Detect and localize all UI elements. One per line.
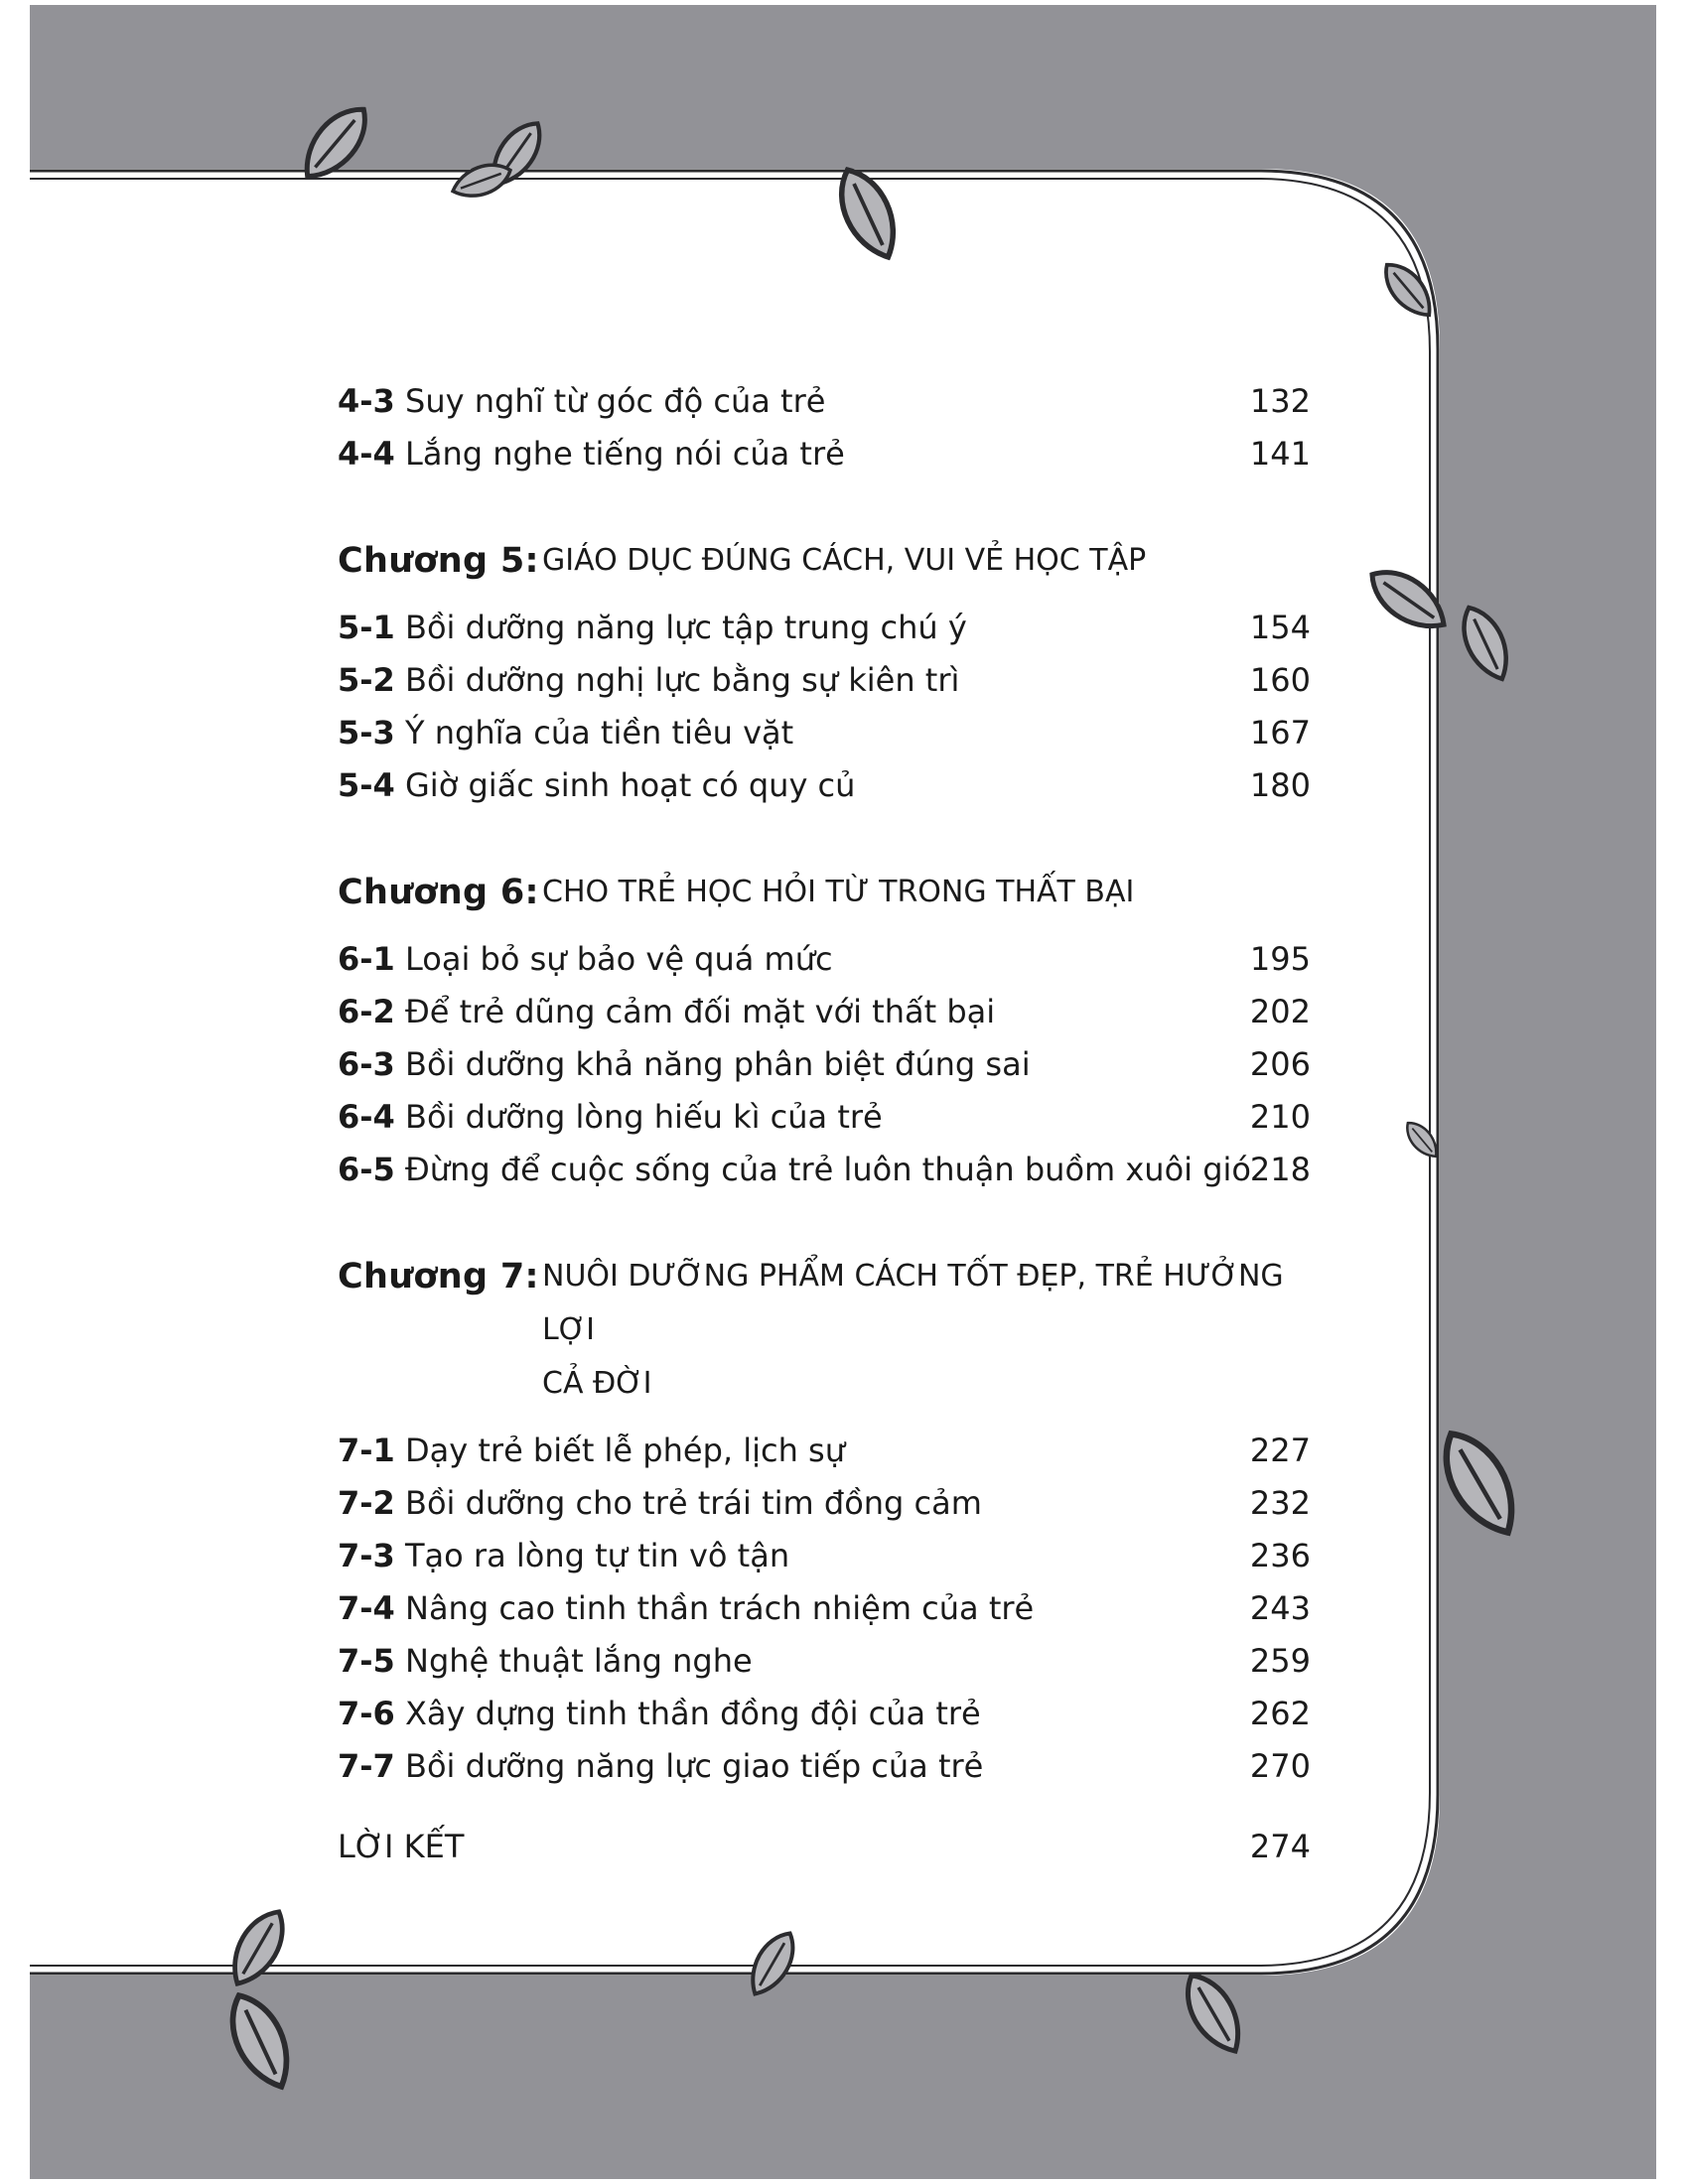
chapter-title [542,866,1331,919]
toc-entry[interactable] [338,707,1331,759]
entry-number: 5-3 [338,714,395,751]
chapter-label: Chương 7: [338,1257,539,1297]
chapter-title-line: CẢ ĐỜI [542,1366,652,1401]
entry-title: Bồi dưỡng khả năng phân biệt đúng sai [405,1045,1031,1083]
entry-title: Nâng cao tinh thần trách nhiệm của trẻ [405,1589,1035,1627]
toc-entry[interactable] [338,1582,1331,1635]
entry-page: 154 [1249,609,1311,646]
entry-number: 6-2 [338,993,395,1030]
entry-title: Lắng nghe tiếng nói của trẻ [405,435,845,473]
entry-page: 210 [1249,1098,1311,1136]
entry-page: 274 [1249,1828,1311,1865]
entry-page: 232 [1249,1484,1311,1522]
closing-title: LỜI KẾT [338,1828,465,1865]
entry-number: 5-4 [338,766,395,804]
entry-number: 6-1 [338,940,395,978]
toc-entry[interactable] [338,654,1331,707]
toc-entry[interactable] [338,1635,1331,1688]
entry-number: 4-4 [338,435,395,473]
entry-page: 236 [1249,1537,1311,1574]
entry-number: 7-1 [338,1432,395,1469]
entry-number: 7-5 [338,1642,395,1680]
toc-entry[interactable] [338,1530,1331,1582]
entry-number: 5-1 [338,609,395,646]
toc-entry[interactable] [338,933,1331,986]
entry-title: Bồi dưỡng cho trẻ trái tim đồng cảm [405,1484,982,1522]
toc-entry[interactable] [338,1038,1331,1091]
entry-number: 6-5 [338,1151,395,1188]
entry-number: 6-3 [338,1045,395,1083]
entry-number: 6-4 [338,1098,395,1136]
entry-number: 7-7 [338,1747,395,1785]
chapter-title-line: GIÁO DỤC ĐÚNG CÁCH, VUI VẺ HỌC TẬP [542,543,1147,578]
entry-title: Xây dựng tinh thần đồng đội của trẻ [405,1695,981,1732]
chapter-title-line: NUÔI DƯỠNG PHẨM CÁCH TỐT ĐẸP, TRẺ HƯỞNG LỢI [542,1259,1284,1347]
chapter-heading[interactable] [338,1250,1331,1411]
entry-page: 160 [1249,661,1311,699]
entry-page: 141 [1249,435,1311,473]
table-of-contents [338,375,1331,1873]
entry-title: Ý nghĩa của tiền tiêu vặt [405,714,794,751]
entry-title: Bồi dưỡng lòng hiếu kì của trẻ [405,1098,883,1136]
toc-entry[interactable] [338,1688,1331,1740]
entry-number: 4-3 [338,382,395,420]
toc-entry[interactable] [338,1091,1331,1144]
entry-page: 202 [1249,993,1311,1030]
toc-entry[interactable] [338,1144,1331,1196]
toc-entry[interactable] [338,602,1331,654]
entry-page: 206 [1249,1045,1311,1083]
chapter-title-line: CHO TRẺ HỌC HỎI TỪ TRONG THẤT BẠI [542,875,1135,909]
entry-page: 262 [1249,1695,1311,1732]
toc-entry-closing[interactable] [338,1821,1331,1873]
leaf-icon [828,161,908,266]
entry-page: 180 [1249,766,1311,804]
entry-title: Bồi dưỡng năng lực tập trung chú ý [405,609,967,646]
chapter-title [542,534,1331,588]
toc-section-top [338,375,1331,480]
toc-entry[interactable] [338,375,1331,428]
entry-number: 7-6 [338,1695,395,1732]
chapter-label: Chương 6: [338,873,539,912]
entry-number: 7-3 [338,1537,395,1574]
chapter-heading[interactable] [338,534,1331,588]
entry-page: 259 [1249,1642,1311,1680]
toc-entry[interactable] [338,1740,1331,1793]
toc-entry[interactable] [338,428,1331,480]
toc-entry[interactable] [338,1477,1331,1530]
entry-title: Để trẻ dũng cảm đối mặt với thất bại [405,993,996,1030]
entry-number: 5-2 [338,661,395,699]
entry-page: 195 [1249,940,1311,978]
toc-entry[interactable] [338,1425,1331,1477]
entry-page: 243 [1249,1589,1311,1627]
entry-title: Loại bỏ sự bảo vệ quá mức [405,940,833,978]
entry-page: 227 [1249,1432,1311,1469]
entry-page: 218 [1249,1151,1311,1188]
entry-page: 132 [1249,382,1311,420]
entry-title: Nghệ thuật lắng nghe [405,1642,753,1680]
entry-title: Giờ giấc sinh hoạt có quy củ [405,766,856,804]
chapter-heading[interactable] [338,866,1331,919]
toc-entry[interactable] [338,986,1331,1038]
entry-number: 7-2 [338,1484,395,1522]
entry-page: 270 [1249,1747,1311,1785]
entry-number: 7-4 [338,1589,395,1627]
entry-title: Tạo ra lòng tự tin vô tận [405,1537,790,1574]
entry-title: Suy nghĩ từ góc độ của trẻ [405,382,826,420]
toc-entry[interactable] [338,759,1331,812]
chapter-label: Chương 5: [338,541,539,581]
entry-page: 167 [1249,714,1311,751]
entry-title: Bồi dưỡng năng lực giao tiếp của trẻ [405,1747,984,1785]
chapter-title [542,1250,1331,1411]
entry-title: Dạy trẻ biết lễ phép, lịch sự [405,1432,845,1469]
entry-title: Bồi dưỡng nghị lực bằng sự kiên trì [405,661,960,699]
entry-title: Đừng để cuộc sống của trẻ luôn thuận buồm xuôi gió [405,1151,1251,1188]
